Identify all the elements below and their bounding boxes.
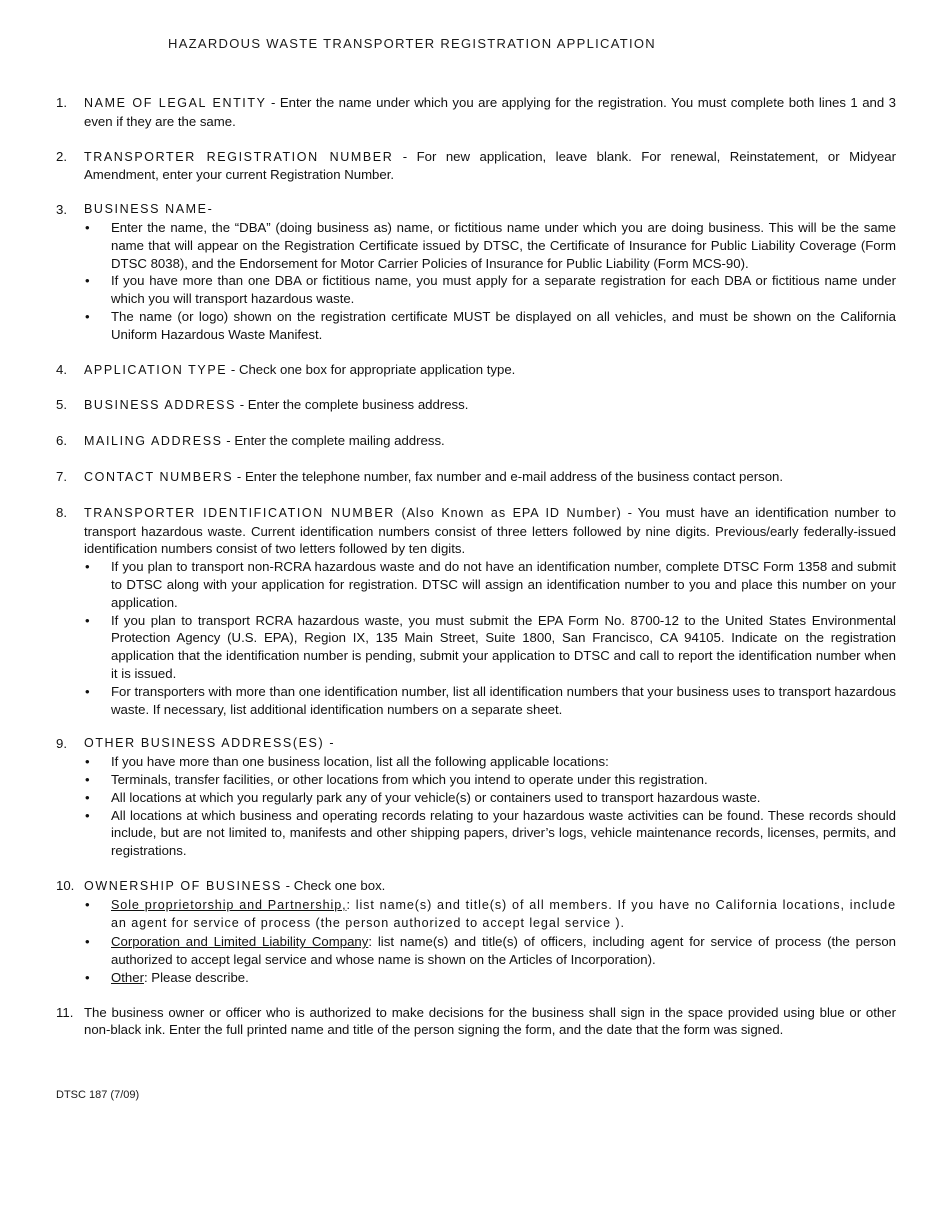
instruction-item-3 xyxy=(56,201,896,343)
item-heading: MAILING ADDRESS xyxy=(84,434,223,449)
item-body xyxy=(84,735,896,860)
instruction-item-9 xyxy=(56,735,896,860)
item-number: 10. xyxy=(56,877,75,893)
item-number: 4. xyxy=(56,361,67,377)
list-item xyxy=(84,969,896,987)
instruction-item-10 xyxy=(56,877,896,987)
list-item: • Terminals, transfer facilities, or other locations from which you intend to operate under this registration. xyxy=(84,771,896,789)
instruction-item-6 xyxy=(56,432,896,451)
item-heading: TRANSPORTER IDENTIFICATION NUMBER xyxy=(84,505,395,520)
ownership-other-label: Other xyxy=(111,969,144,985)
item-text: - You must have an identification number to transport hazardous waste. Current identification numbers consist of three letters followed by nine digits. Previous/early federally-issued identification numbers consist of two letters followed by ten digits. xyxy=(84,504,896,557)
instruction-item-4 xyxy=(56,361,896,380)
item-body xyxy=(84,877,896,987)
bullet-list xyxy=(84,219,896,344)
list-item: • All locations at which business and operating records relating to your hazardous waste activities can be found. These records should include, but are not limited to, manifests and other shipping papers, driver’s logs, vehicle maintenance records, licenses, permits, and registrations. xyxy=(84,807,896,860)
ownership-corporation-text: : list name(s) and title(s) of officers, including agent for service of process (the person authorized to accept legal service and whose name is shown on the Articles of Incorporation). xyxy=(111,934,896,968)
item-heading: BUSINESS NAME- xyxy=(84,202,214,217)
ownership-sole-label: Sole proprietorship and Partnership, xyxy=(111,897,347,912)
instruction-list xyxy=(56,94,896,1056)
item-body xyxy=(84,201,896,343)
list-item: • If you plan to transport RCRA hazardous waste, you must submit the EPA Form No. 8700-12 to the United States Environmental Protection Agency (U.S. EPA), Region IX, 135 Main Street, Suite 1800, San Francisco, CA 94105. Indicate on the registration application that the identification number is pending, submit your application to DTSC and call to report the identification number when it is issued. xyxy=(84,612,896,683)
item-body xyxy=(84,396,896,415)
list-item: • The name (or logo) shown on the registration certificate MUST be displayed on all vehicles, and must be shown on the California Uniform Hazardous Waste Manifest. xyxy=(84,308,896,344)
item-body xyxy=(84,432,896,451)
bullet-list xyxy=(84,753,896,860)
list-item: • Enter the name, the “DBA” (doing business as) name, or fictitious name under which you are doing business. This will be the same name that will appear on the Registration Certificate issued by DTSC, the Certificate of Insurance for Public Liability Coverage (Form DTSC 8038), and the Endorsement for Motor Carrier Policies of Insurance for Public Liability (Form MCS-90). xyxy=(84,219,896,272)
item-text: - Enter the complete mailing address. xyxy=(222,433,445,449)
item-text: - Enter the telephone number, fax number and e-mail address of the business contact person. xyxy=(233,468,784,484)
instruction-item-1 xyxy=(56,94,896,131)
item-heading: OTHER BUSINESS ADDRESS(ES) - xyxy=(84,736,336,751)
item-text: - Enter the name under which you are applying for the registration. You must complete both lines 1 and 3 even if they are the same. xyxy=(84,95,896,129)
item-body xyxy=(84,468,896,487)
list-item: • If you have more than one business location, list all the following applicable locations: xyxy=(84,753,896,771)
item-heading: APPLICATION TYPE xyxy=(84,362,228,377)
item-number: 3. xyxy=(56,202,67,218)
list-item: • For transporters with more than one identification number, list all identification numbers that your business uses to transport hazardous waste. If necessary, list additional identification numbers on a separate sheet. xyxy=(84,683,896,719)
list-item: • If you have more than one DBA or fictitious name, you must apply for a separate registration for each DBA or fictitious name under which you will transport hazardous waste. xyxy=(84,272,896,308)
item-text: - For new application, leave blank. For renewal, Reinstatement, or Midyear Amendment, enter your current Registration Number. xyxy=(84,148,896,183)
form-footer: DTSC 187 (7/09) xyxy=(56,1089,140,1101)
item-number: 9. xyxy=(56,736,67,752)
item-body xyxy=(84,148,896,185)
instruction-item-5 xyxy=(56,396,896,415)
list-item: • If you plan to transport non-RCRA hazardous waste and do not have an identification number, complete DTSC Form 1358 and submit to DTSC along with your application for registration. DTSC will assign an identification number to you and place this number on your application. xyxy=(84,558,896,611)
item-heading-note: (Also Known as EPA ID Number) xyxy=(394,505,622,520)
item-body xyxy=(84,361,896,380)
ownership-sole-text: : list name(s) and title(s) of all members. If you have no California locations, include an agent for service of process (the person authorized to accept legal service ). xyxy=(111,897,896,931)
item-number: 1. xyxy=(56,95,67,110)
item-heading: CONTACT NUMBERS xyxy=(84,469,234,484)
item-body xyxy=(84,504,896,719)
item-text: - Check one box for appropriate application type. xyxy=(227,361,516,377)
ownership-corporation-label: Corporation and Limited Liability Company xyxy=(111,934,369,950)
item-text: - Enter the complete business address. xyxy=(236,397,469,413)
item-body xyxy=(84,94,896,131)
list-item xyxy=(84,933,896,969)
list-item xyxy=(84,896,896,934)
bullet-list xyxy=(84,896,896,987)
item-number: 7. xyxy=(56,468,67,484)
item-number: 2. xyxy=(56,148,67,164)
instruction-item-2 xyxy=(56,148,896,185)
page-title: HAZARDOUS WASTE TRANSPORTER REGISTRATION APPLICATION xyxy=(168,36,656,51)
instruction-item-8 xyxy=(56,504,896,719)
item-body: The business owner or officer who is authorized to make decisions for the business shall sign in the space provided using blue or other non-black ink. Enter the full printed name and title of the person signing the form, and the date that the form was signed. xyxy=(84,1004,896,1038)
item-number: 11. xyxy=(56,1004,74,1020)
ownership-other-text: : Please describe. xyxy=(143,969,249,985)
instruction-item-11 xyxy=(56,1004,896,1040)
list-item: • All locations at which you regularly park any of your vehicle(s) or containers used to transport hazardous waste. xyxy=(84,789,896,807)
item-number: 6. xyxy=(56,433,67,449)
item-heading: TRANSPORTER REGISTRATION NUMBER xyxy=(84,149,394,164)
item-number: 8. xyxy=(56,504,67,520)
item-number: 5. xyxy=(56,397,67,413)
item-heading: NAME OF LEGAL ENTITY xyxy=(84,96,267,110)
item-heading: OWNERSHIP OF BUSINESS xyxy=(84,878,282,893)
item-text: - Check one box. xyxy=(281,877,386,893)
bullet-list xyxy=(84,558,896,718)
instruction-item-7 xyxy=(56,468,896,487)
item-heading: BUSINESS ADDRESS xyxy=(84,398,237,413)
